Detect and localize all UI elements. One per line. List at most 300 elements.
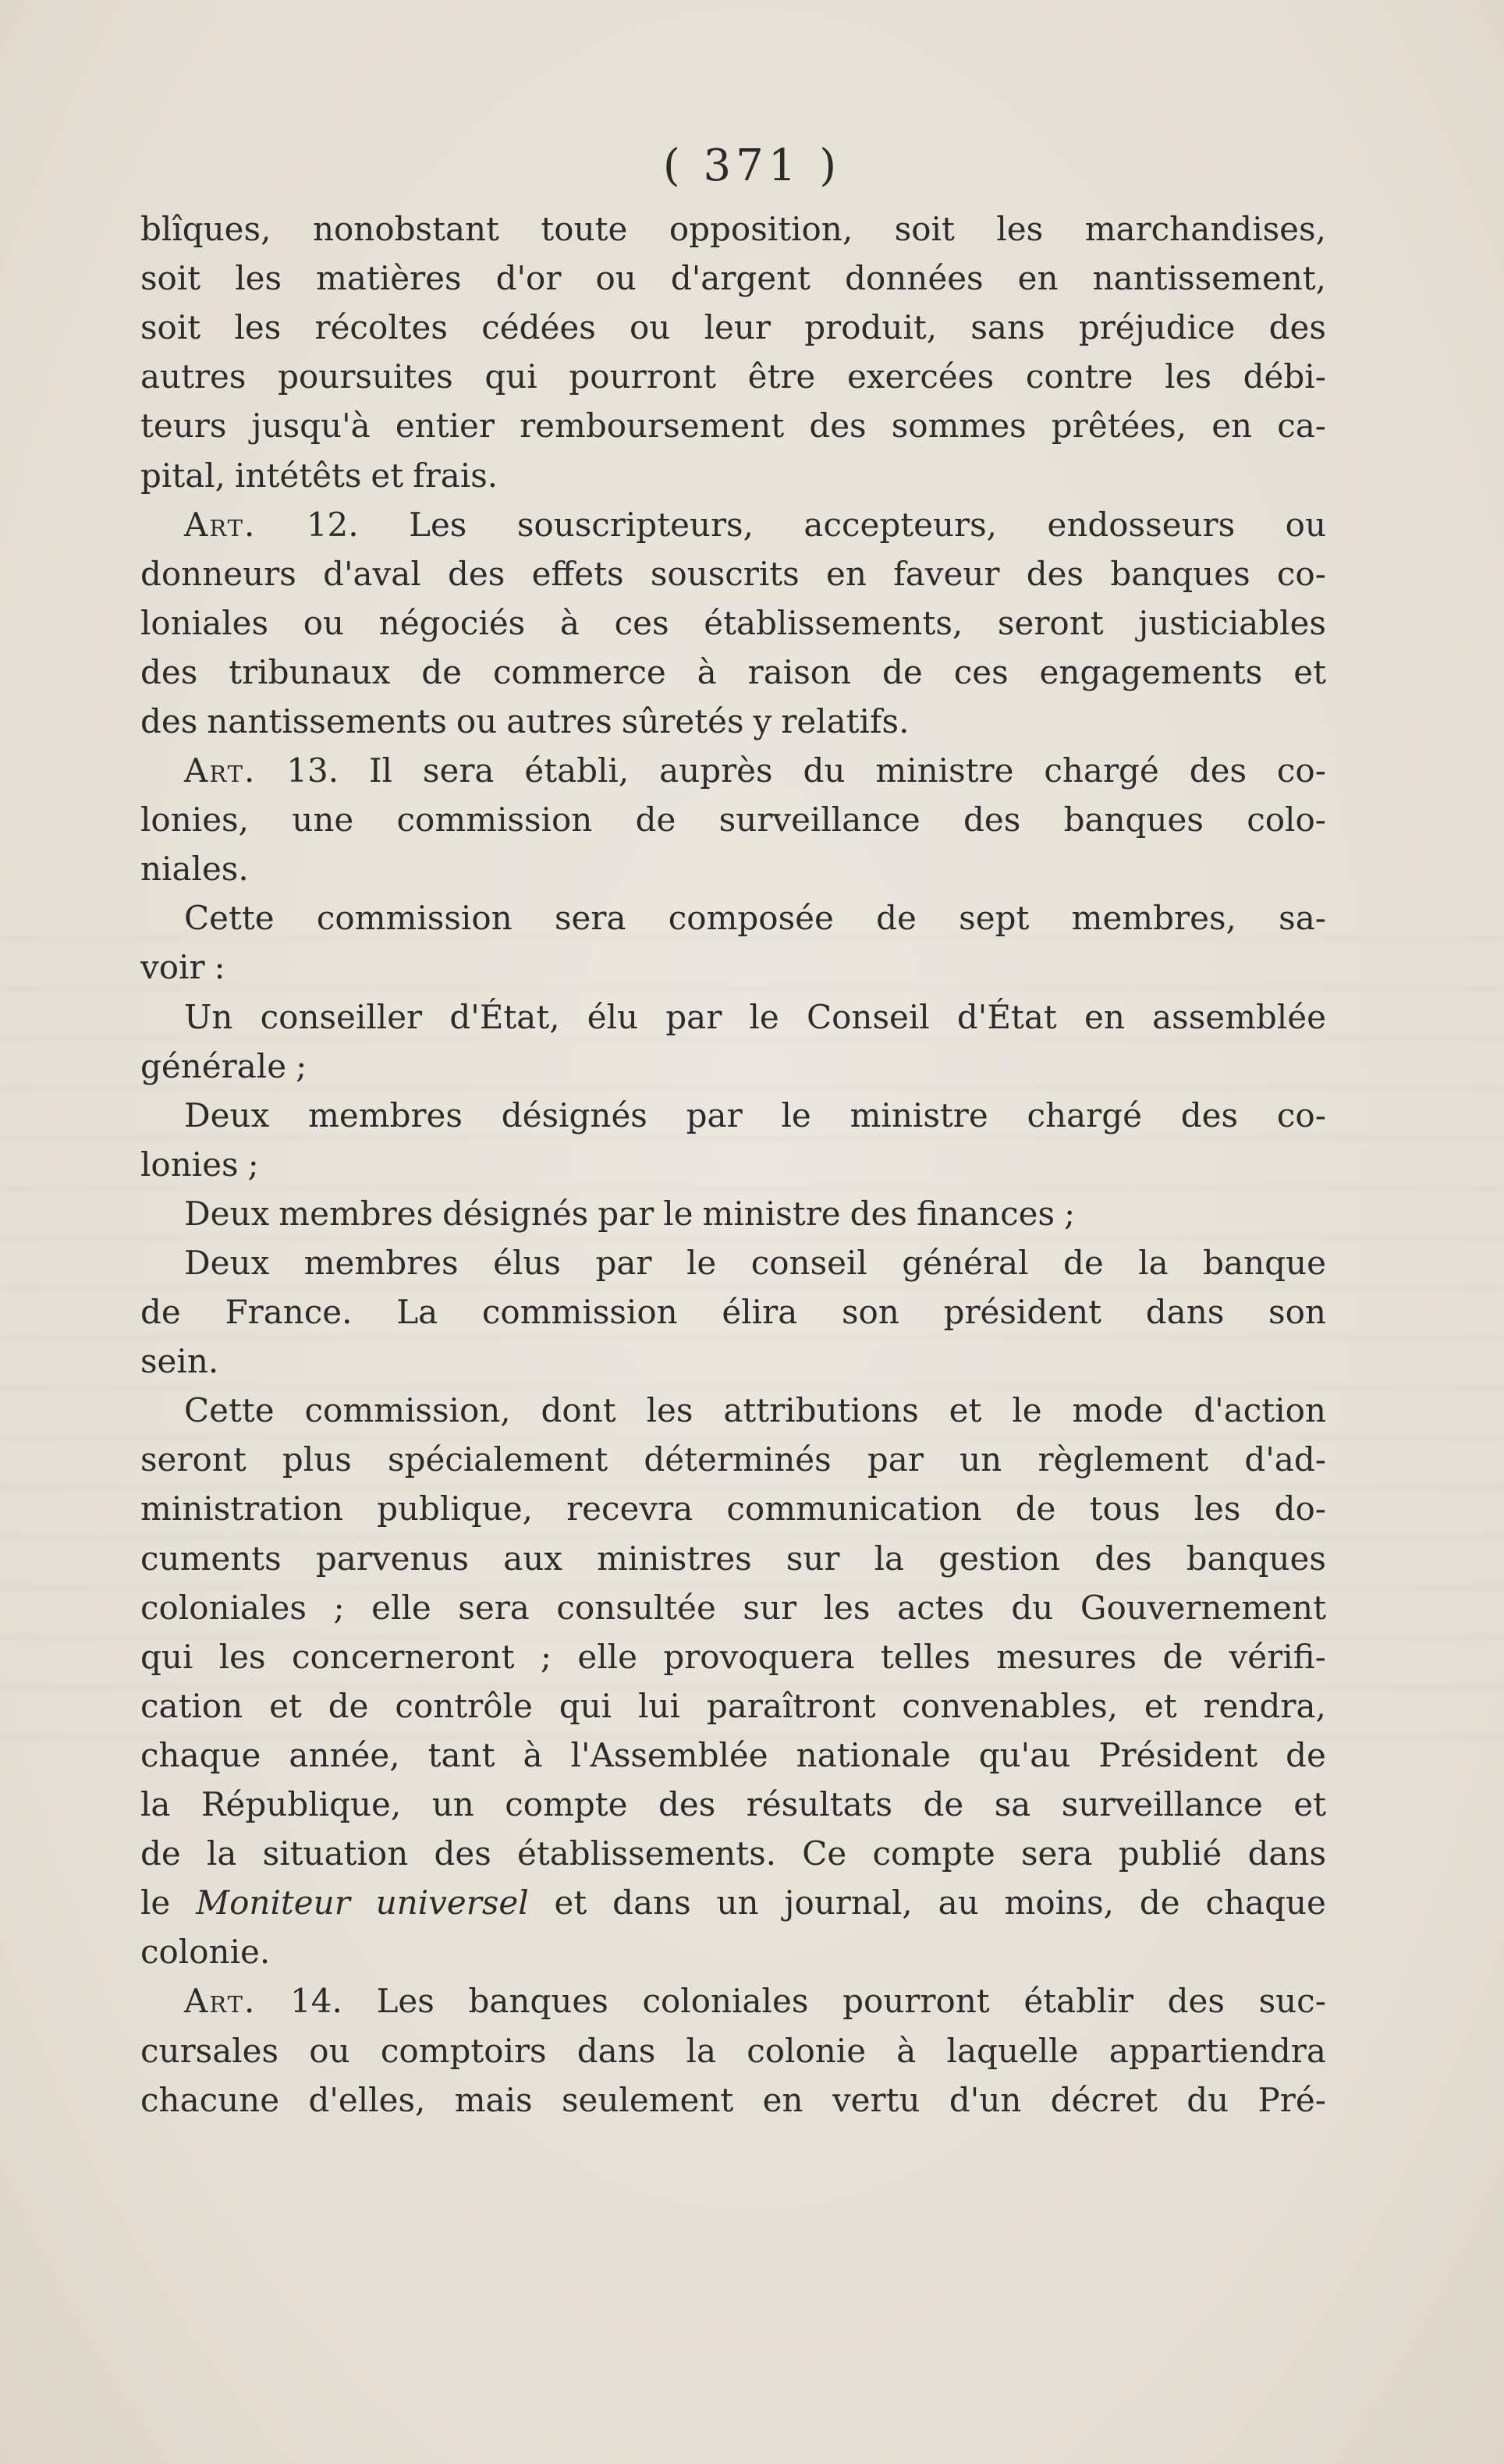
- word: opposition,: [669, 210, 853, 249]
- word: surveillance: [718, 801, 920, 840]
- word: loniales: [140, 603, 269, 642]
- word: pourront: [569, 357, 716, 396]
- text-line: [140, 303, 1326, 352]
- word: compte: [872, 1834, 995, 1873]
- word: la: [140, 1785, 171, 1824]
- word: comptoirs: [380, 2031, 547, 2070]
- text-line: [140, 746, 1326, 795]
- word: élu: [587, 997, 639, 1036]
- word: membres,: [1071, 899, 1236, 938]
- text-line: [140, 943, 1326, 992]
- word: France.: [225, 1293, 353, 1332]
- word: sur: [743, 1588, 797, 1627]
- word: qui: [484, 357, 537, 396]
- word: Cette: [184, 899, 275, 938]
- word: les: [646, 1391, 693, 1430]
- word: endosseurs: [1047, 505, 1236, 544]
- word: ca-: [1277, 407, 1326, 446]
- word: Président: [1098, 1735, 1258, 1774]
- word: établissements.: [517, 1834, 777, 1873]
- text-line: [140, 549, 1326, 598]
- word: journal,: [784, 1884, 913, 1923]
- word: autres: [140, 357, 247, 396]
- word: 12.: [306, 505, 359, 544]
- word: ministration: [140, 1489, 343, 1528]
- word: le: [140, 1884, 171, 1923]
- text-line: [140, 401, 1326, 450]
- text-line: [140, 352, 1326, 401]
- word: co-: [1276, 751, 1326, 790]
- word: Moniteur: [196, 1884, 350, 1923]
- word: le: [749, 997, 779, 1036]
- word: publique,: [377, 1489, 533, 1528]
- word: Un: [184, 997, 233, 1036]
- word: de: [1162, 1637, 1204, 1676]
- word: de: [1015, 1489, 1056, 1528]
- word: sera: [1020, 1834, 1093, 1873]
- word: leur: [704, 308, 772, 347]
- word: le: [1012, 1391, 1042, 1430]
- word: composée: [668, 899, 834, 938]
- word: élus: [493, 1244, 561, 1283]
- word: teurs: [140, 407, 227, 446]
- word: cation: [140, 1686, 243, 1725]
- word: ;: [540, 1637, 552, 1676]
- word: commission: [316, 899, 513, 938]
- word: des: [1094, 1539, 1152, 1578]
- text-line: [140, 1238, 1326, 1287]
- word: élira: [722, 1293, 798, 1332]
- word: laquelle: [946, 2031, 1079, 2070]
- word: établi,: [524, 751, 630, 790]
- word: et: [554, 1884, 587, 1923]
- word: désignés: [442, 1194, 589, 1233]
- word: en: [826, 554, 867, 593]
- word: commerce: [492, 652, 666, 691]
- word: résultats: [746, 1785, 893, 1824]
- word: Deux: [184, 1194, 270, 1233]
- word: négociés: [378, 603, 526, 642]
- word: Art.: [184, 1982, 257, 2021]
- text-line: [140, 1337, 1326, 1386]
- body-text: [140, 204, 1326, 2125]
- word: finances: [916, 1194, 1055, 1233]
- text-line: [140, 1140, 1326, 1189]
- word: Conseil: [806, 997, 930, 1036]
- word: ;: [247, 1145, 259, 1184]
- word: des: [963, 801, 1021, 840]
- word: un: [431, 1785, 474, 1824]
- word: spécialement: [388, 1440, 608, 1479]
- word: établissements,: [704, 603, 963, 642]
- word: assemblée: [1152, 997, 1326, 1036]
- word: soit: [894, 210, 955, 249]
- word: paraîtront: [706, 1686, 876, 1725]
- word: tous: [1089, 1489, 1161, 1528]
- word: ces: [953, 652, 1009, 691]
- word: mesures: [996, 1637, 1137, 1676]
- text-line: [140, 254, 1326, 303]
- word: niales.: [140, 850, 249, 889]
- word: colonie.: [140, 1933, 271, 1972]
- word: ou: [303, 603, 345, 642]
- text-line: [140, 2026, 1326, 2075]
- word: sein.: [140, 1342, 219, 1381]
- word: suc-: [1258, 1982, 1326, 2021]
- text-line: [140, 1632, 1326, 1681]
- word: ministre: [702, 1194, 841, 1233]
- word: Les: [409, 505, 467, 544]
- word: chacune: [140, 2080, 280, 2119]
- word: 14.: [290, 1982, 342, 2021]
- word: une: [292, 801, 354, 840]
- word: d'argent: [670, 259, 811, 298]
- word: Deux: [184, 1244, 270, 1283]
- word: de: [1286, 1735, 1326, 1774]
- word: situation: [262, 1834, 409, 1873]
- word: autres: [506, 701, 612, 740]
- word: gestion: [938, 1539, 1061, 1578]
- word: et: [949, 1391, 982, 1430]
- text-line: [140, 1287, 1326, 1337]
- word: des: [1180, 1095, 1239, 1134]
- word: co-: [1276, 1095, 1326, 1134]
- word: préjudice: [1078, 308, 1236, 347]
- word: les: [1194, 1489, 1241, 1528]
- word: remboursement: [520, 407, 785, 446]
- text-line: [140, 795, 1326, 844]
- word: convenables,: [902, 1686, 1118, 1725]
- word: dans: [576, 2031, 656, 2070]
- word: banques: [1063, 801, 1204, 840]
- word: nantissement,: [1092, 259, 1326, 298]
- word: recevra: [566, 1489, 693, 1528]
- word: Cette: [184, 1391, 275, 1430]
- word: nonobstant: [312, 210, 499, 249]
- word: coloniales: [642, 1982, 809, 2021]
- word: banques: [1110, 554, 1250, 593]
- word: pourront: [842, 1982, 990, 2021]
- word: colonie: [747, 2031, 867, 2070]
- word: soit: [140, 308, 201, 347]
- word: Pré-: [1257, 2080, 1326, 2119]
- word: par: [867, 1440, 924, 1479]
- text-line: [140, 1731, 1326, 1780]
- word: établir: [1023, 1982, 1133, 2021]
- text-line: [140, 893, 1326, 943]
- word: cuments: [140, 1539, 282, 1578]
- word: Art.: [184, 505, 257, 544]
- word: qui: [140, 1637, 193, 1676]
- word: d'aval: [323, 554, 421, 593]
- word: toute: [541, 210, 628, 249]
- word: sûretés: [621, 701, 744, 740]
- text-line: [140, 648, 1326, 697]
- word: mode: [1072, 1391, 1164, 1430]
- word: la: [206, 1834, 237, 1873]
- text-line: [140, 2075, 1326, 2125]
- word: un: [716, 1884, 759, 1923]
- word: aux: [503, 1539, 562, 1578]
- word: souscrits: [650, 554, 800, 593]
- word: :: [214, 948, 225, 987]
- word: à: [559, 603, 580, 642]
- word: par: [686, 1095, 743, 1134]
- text-line: [140, 1976, 1326, 2026]
- word: au: [938, 1884, 979, 1923]
- word: République,: [200, 1785, 402, 1824]
- word: des: [140, 652, 198, 691]
- word: son: [841, 1293, 899, 1332]
- word: justiciables: [1138, 603, 1326, 642]
- text-line: [140, 598, 1326, 648]
- word: d'un: [949, 2080, 1022, 2119]
- word: banques: [1186, 1539, 1326, 1578]
- word: sera: [554, 899, 626, 938]
- word: lonies: [140, 1145, 239, 1184]
- word: et: [1293, 1785, 1326, 1824]
- word: commission: [396, 801, 593, 840]
- word: de: [328, 1686, 369, 1725]
- text-line: [140, 1534, 1326, 1583]
- word: sera: [458, 1588, 530, 1627]
- word: plus: [282, 1440, 352, 1479]
- word: cédées: [481, 308, 596, 347]
- word: qui: [559, 1686, 612, 1725]
- word: la: [686, 2031, 717, 2070]
- word: frais.: [413, 456, 498, 495]
- text-line: [140, 1042, 1326, 1091]
- word: faveur: [893, 554, 1000, 593]
- word: contrôle: [395, 1686, 533, 1725]
- word: chargé: [1044, 751, 1159, 790]
- word: nantissements: [207, 701, 447, 740]
- word: les: [235, 259, 282, 298]
- word: ministre: [850, 1095, 988, 1134]
- word: conseiller: [260, 997, 423, 1036]
- word: consultée: [556, 1588, 716, 1627]
- word: qu'au: [978, 1735, 1071, 1774]
- word: parvenus: [315, 1539, 470, 1578]
- word: donneurs: [140, 554, 296, 593]
- word: d'action: [1194, 1391, 1326, 1430]
- word: des: [434, 1834, 491, 1873]
- word: surveillance: [1061, 1785, 1263, 1824]
- word: coloniales: [140, 1588, 307, 1627]
- word: du: [1011, 1588, 1054, 1627]
- word: nationale: [796, 1735, 951, 1774]
- word: tant: [427, 1735, 495, 1774]
- word: sept: [959, 899, 1030, 938]
- word: le: [781, 1095, 811, 1134]
- word: La: [396, 1293, 438, 1332]
- word: général: [902, 1244, 1029, 1283]
- page-number: ( 371 ): [662, 140, 842, 191]
- word: ou: [309, 2031, 350, 2070]
- word: marchandises,: [1084, 210, 1326, 249]
- word: accepteurs,: [803, 505, 998, 544]
- word: à: [523, 1735, 543, 1774]
- word: sommes: [891, 407, 1027, 446]
- word: elle: [371, 1588, 431, 1627]
- word: des: [1167, 1982, 1225, 2021]
- word: provoquera: [663, 1637, 855, 1676]
- word: sera: [422, 751, 495, 790]
- word: auprès: [659, 751, 773, 790]
- word: chargé: [1027, 1095, 1142, 1134]
- word: blîques,: [140, 210, 271, 249]
- word: des: [809, 407, 867, 446]
- word: dans: [612, 1884, 691, 1923]
- word: les: [996, 210, 1044, 249]
- word: soit: [140, 259, 201, 298]
- word: seulement: [561, 2080, 734, 2119]
- word: jusqu'à: [251, 407, 371, 446]
- word: commission,: [304, 1391, 511, 1430]
- word: appartiendra: [1108, 2031, 1326, 2070]
- word: en: [1211, 407, 1253, 446]
- word: effets: [531, 554, 624, 593]
- word: des: [1026, 554, 1084, 593]
- word: Gouvernement: [1080, 1588, 1326, 1627]
- word: de: [882, 652, 923, 691]
- word: compte: [505, 1785, 628, 1824]
- word: à: [896, 2031, 917, 2070]
- word: président: [943, 1293, 1102, 1332]
- word: des: [658, 1785, 716, 1824]
- word: Deux: [184, 1095, 270, 1134]
- word: d'or: [495, 259, 562, 298]
- word: le: [663, 1194, 693, 1233]
- word: récoltes: [314, 308, 448, 347]
- text-line: [140, 697, 1326, 746]
- word: dans: [1145, 1293, 1225, 1332]
- text-line: [140, 1435, 1326, 1484]
- text-line: [140, 1091, 1326, 1140]
- word: la: [874, 1539, 905, 1578]
- text-line: [140, 1386, 1326, 1435]
- word: en: [1017, 259, 1059, 298]
- word: membres: [303, 1244, 459, 1283]
- word: poursuites: [278, 357, 453, 396]
- word: en: [1084, 997, 1125, 1036]
- word: et: [1293, 652, 1326, 691]
- word: d'elles,: [308, 2080, 426, 2119]
- word: des: [448, 554, 505, 593]
- word: raison: [747, 652, 852, 691]
- word: de: [876, 899, 917, 938]
- word: chaque: [1205, 1884, 1326, 1923]
- text-line: [140, 204, 1326, 254]
- word: les: [218, 1637, 266, 1676]
- word: co-: [1276, 554, 1326, 593]
- word: ou: [456, 701, 498, 740]
- word: par: [665, 997, 722, 1036]
- word: de: [140, 1834, 181, 1873]
- text-line: [140, 1829, 1326, 1878]
- word: l'Assemblée: [570, 1735, 768, 1774]
- word: ou: [595, 259, 637, 298]
- word: pital,: [140, 456, 226, 495]
- word: de: [1063, 1244, 1104, 1283]
- word: ou: [630, 308, 671, 347]
- word: données: [845, 259, 984, 298]
- word: dans: [1247, 1834, 1326, 1873]
- word: engagements: [1039, 652, 1263, 691]
- word: d'État,: [449, 997, 560, 1036]
- word: vertu: [832, 2080, 920, 2119]
- word: ou: [1285, 505, 1326, 544]
- word: ministres: [597, 1539, 752, 1578]
- word: à: [697, 652, 717, 691]
- word: dont: [541, 1391, 616, 1430]
- word: Il: [368, 751, 392, 790]
- word: souscripteurs,: [516, 505, 754, 544]
- word: et: [269, 1686, 302, 1725]
- word: produit,: [804, 308, 938, 347]
- word: intétêts: [235, 456, 362, 495]
- word: Ce: [802, 1834, 847, 1873]
- word: ;: [296, 1046, 307, 1085]
- text-line: [140, 500, 1326, 549]
- word: règlement: [1038, 1440, 1209, 1479]
- word: ces: [614, 603, 669, 642]
- word: désignés: [501, 1095, 647, 1134]
- word: membres: [308, 1095, 463, 1134]
- word: être: [747, 357, 816, 396]
- text-line: [140, 1878, 1326, 1927]
- word: de: [923, 1785, 964, 1824]
- word: cursales: [140, 2031, 279, 2070]
- word: prêtées,: [1051, 407, 1187, 446]
- word: vérifi-: [1229, 1637, 1326, 1676]
- word: universel: [375, 1884, 529, 1923]
- text-line: [140, 1583, 1326, 1632]
- word: de: [1139, 1884, 1180, 1923]
- word: sa-: [1279, 899, 1326, 938]
- word: les: [1165, 357, 1211, 396]
- word: banque: [1203, 1244, 1326, 1283]
- word: son: [1268, 1293, 1326, 1332]
- word: relatifs.: [781, 701, 910, 740]
- text-line: [140, 992, 1326, 1042]
- word: les: [823, 1588, 871, 1627]
- word: tribunaux: [229, 652, 391, 691]
- word: exercées: [846, 357, 995, 396]
- word: telles: [880, 1637, 970, 1676]
- word: communication: [726, 1489, 982, 1528]
- word: décret: [1050, 2080, 1158, 2119]
- word: seront: [997, 603, 1104, 642]
- word: Art.: [184, 751, 257, 790]
- text-line: [140, 844, 1326, 893]
- word: des: [140, 701, 198, 740]
- word: un: [960, 1440, 1002, 1479]
- word: sa: [994, 1785, 1031, 1824]
- word: et: [1144, 1686, 1177, 1725]
- text-line: [140, 1780, 1326, 1829]
- word: entier: [395, 407, 495, 446]
- word: et: [371, 456, 404, 495]
- word: matières: [316, 259, 462, 298]
- word: la: [1138, 1244, 1169, 1283]
- text-line: [140, 1189, 1326, 1238]
- word: en: [762, 2080, 803, 2119]
- word: ;: [1064, 1194, 1076, 1233]
- word: ;: [333, 1588, 345, 1627]
- word: attributions: [723, 1391, 919, 1430]
- word: seront: [140, 1440, 247, 1479]
